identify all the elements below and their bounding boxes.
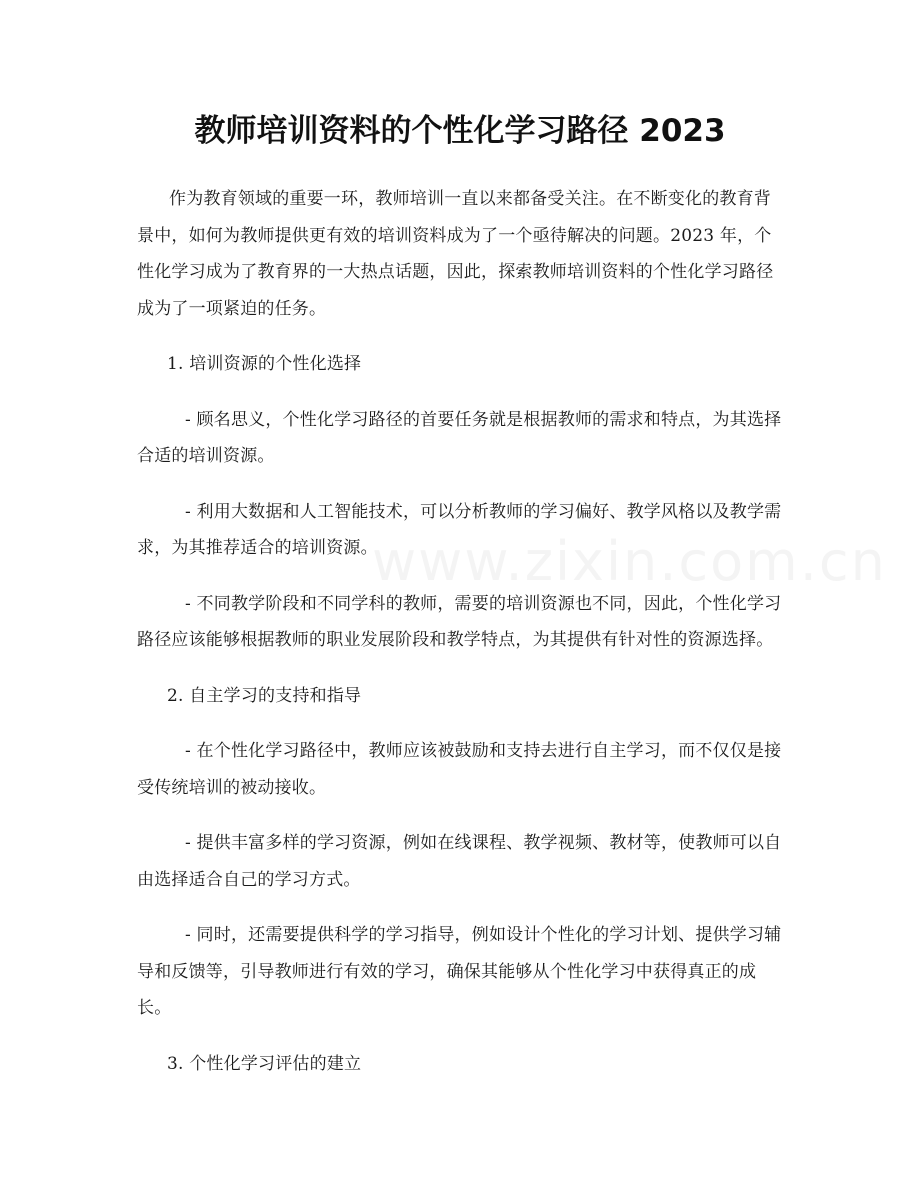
document-body — [137, 181, 785, 1101]
section-1-item-1: - 顾名思义，个性化学习路径的首要任务就是根据教师的需求和特点，为其选择合适的培训资源。 — [137, 409, 782, 466]
section-2-item-3: - 同时，还需要提供科学的学习指导，例如设计个性化的学习计划、提供学习辅导和反馈等，引导教师进行有效的学习，确保其能够从个性化学习中获得真正的成长。 — [137, 925, 782, 1018]
section-1-item-2: - 利用大数据和人工智能技术，可以分析教师的学习偏好、教学风格以及教学需求，为其推荐适合的培训资源。 — [137, 501, 782, 558]
section-heading-1: 1. 培训资源的个性化选择 — [167, 354, 362, 374]
section-2-item-1: - 在个性化学习路径中，教师应该被鼓励和支持去进行自主学习，而不仅仅是接受传统培训的被动接收。 — [137, 741, 782, 798]
section-2-item-2: - 提供丰富多样的学习资源，例如在线课程、教学视频、教材等，使教师可以自由选择适合自己的学习方式。 — [137, 833, 782, 890]
page-title: 教师培训资料的个性化学习路径 2023 — [194, 113, 726, 149]
section-heading-2: 2. 自主学习的支持和指导 — [167, 685, 362, 706]
intro-paragraph: 作为教育领域的重要一环，教师培训一直以来都备受关注。在不断变化的教育背景中，如何为教师提供更有效的培训资料成为了一个亟待解决的问题。2023 年，个性化学习成为了教育界的一大热点话题，因此，探索教师培训资料的个性化学习路径成为了一项紧迫的任务。 — [137, 189, 774, 319]
section-heading-3: 3. 个性化学习评估的建立 — [167, 1053, 362, 1074]
section-1-item-3: - 不同教学阶段和不同学科的教师，需要的培训资源也不同，因此，个性化学习路径应该能够根据教师的职业发展阶段和教学特点，为其提供有针对性的资源选择。 — [137, 593, 782, 650]
watermark: www.zixin.com.cn — [372, 530, 887, 593]
